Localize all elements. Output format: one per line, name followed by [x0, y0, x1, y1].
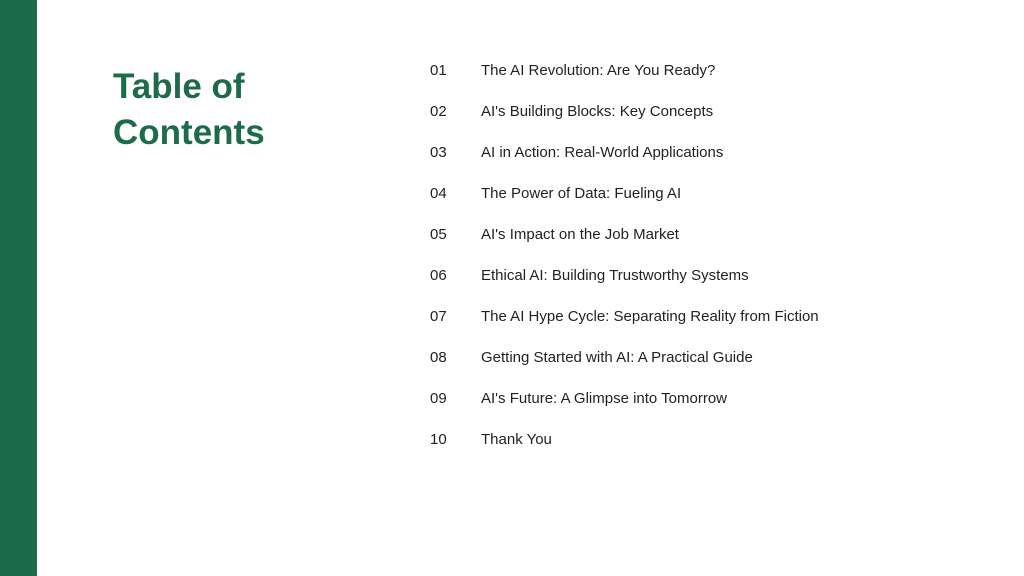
toc-label: The AI Hype Cycle: Separating Reality from Fiction: [481, 308, 819, 325]
toc-label: AI's Building Blocks: Key Concepts: [481, 103, 714, 120]
toc-number: 07: [430, 308, 447, 325]
toc-item-09: [430, 378, 990, 419]
toc-label: Thank You: [481, 431, 552, 448]
toc-label: AI's Impact on the Job Market: [481, 226, 679, 243]
toc-item-02: [430, 91, 990, 132]
toc-number: 10: [430, 431, 447, 448]
accent-bar: [0, 0, 37, 576]
toc-label: AI in Action: Real-World Applications: [481, 144, 724, 161]
toc-item-04: [430, 173, 990, 214]
toc-item-06: [430, 255, 990, 296]
toc-number: 01: [430, 62, 447, 79]
toc-label: AI's Future: A Glimpse into Tomorrow: [481, 390, 728, 407]
toc-label: Getting Started with AI: A Practical Guide: [481, 349, 753, 366]
toc-number: 09: [430, 390, 447, 407]
toc-label: The AI Revolution: Are You Ready?: [481, 62, 716, 79]
toc-number: 03: [430, 144, 447, 161]
toc-item-01: [430, 50, 990, 91]
toc-number: 05: [430, 226, 447, 243]
toc-number: 08: [430, 349, 447, 366]
table-of-contents: [430, 50, 990, 460]
toc-item-05: [430, 214, 990, 255]
page-title: Table of Contents: [113, 67, 265, 152]
toc-item-03: [430, 132, 990, 173]
toc-item-10: [430, 419, 990, 460]
toc-number: 04: [430, 185, 447, 202]
toc-number: 06: [430, 267, 447, 284]
toc-item-08: [430, 337, 990, 378]
toc-number: 02: [430, 103, 447, 120]
toc-label: Ethical AI: Building Trustworthy Systems: [481, 267, 749, 284]
toc-label: The Power of Data: Fueling AI: [481, 185, 682, 202]
toc-item-07: [430, 296, 990, 337]
